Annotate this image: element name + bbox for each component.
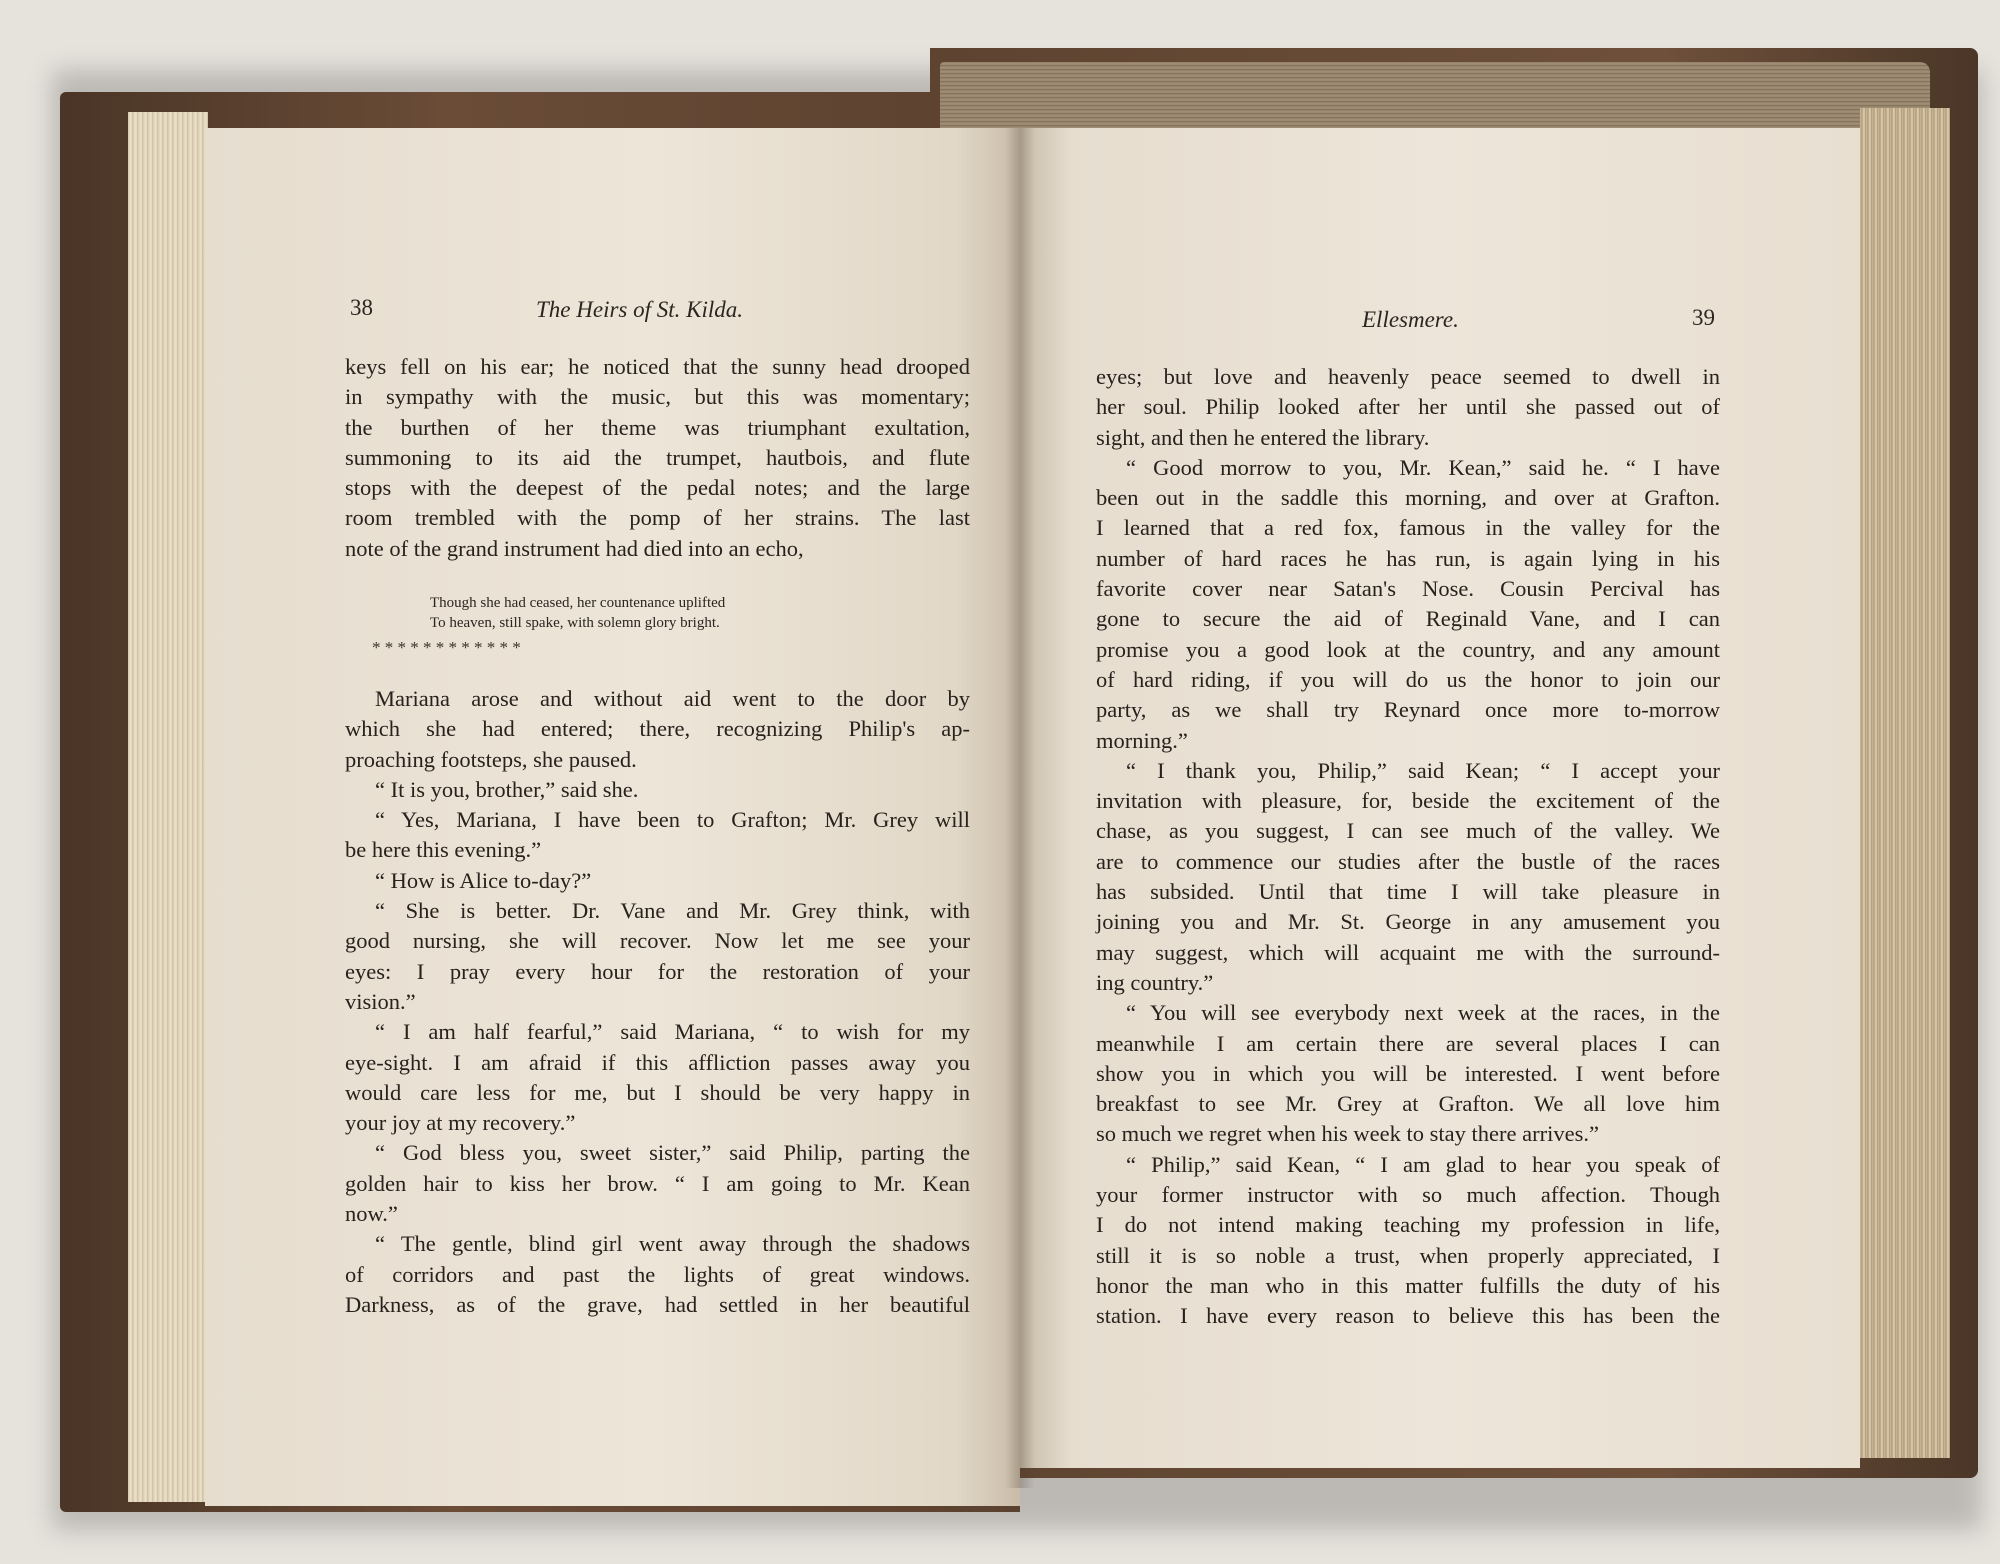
- text-line: “ Good morrow to you, Mr. Kean,” said he. “ I have: [1126, 454, 1720, 480]
- text-line: your joy at my recovery.”: [345, 1110, 576, 1136]
- text-line: of hard riding, if you will do us the honor to join our: [1096, 666, 1720, 692]
- text-line: may suggest, which will acquaint me with the surround-: [1096, 939, 1720, 965]
- text-line: Mariana arose and without aid went to the door by: [375, 686, 970, 711]
- text-line: be here this evening.”: [345, 837, 542, 863]
- right-text: [1096, 362, 1720, 1332]
- page-edges-left: [128, 112, 208, 1502]
- text-line: joining you and Mr. St. George in any amusement you: [1096, 909, 1720, 935]
- text-line: in sympathy with the music, but this was momentary;: [345, 384, 970, 410]
- verse-quotation: [430, 593, 880, 633]
- text-line: meanwhile I am certain there are several places I can: [1096, 1030, 1720, 1056]
- text-line: party, as we shall try Reynard once more to-morrow: [1096, 697, 1720, 723]
- text-line: station. I have every reason to believe this has been the: [1096, 1303, 1720, 1329]
- text-line: has subsided. Until that time I will take pleasure in: [1096, 879, 1720, 905]
- text-line: note of the grand instrument had died into an echo,: [345, 535, 804, 561]
- right-page-number: 39: [1692, 305, 1715, 330]
- text-line: “ I thank you, Philip,” said Kean; “ I accept your: [1126, 757, 1720, 783]
- text-line: would care less for me, but I should be very happy in: [345, 1079, 970, 1105]
- text-line: I learned that a red fox, famous in the valley for the: [1096, 515, 1720, 541]
- left-text-bottom: [345, 684, 970, 1320]
- text-line: good nursing, she will recover. Now let me see your: [345, 928, 970, 954]
- page-edges-right: [1860, 108, 1950, 1458]
- text-line: which she had entered; there, recognizing Philip's ap-: [345, 716, 970, 742]
- text-line: proaching footsteps, she paused.: [345, 746, 637, 772]
- text-line: chase, as you suggest, I can see much of the valley. We: [1096, 818, 1720, 844]
- left-page-number: 38: [350, 295, 373, 320]
- text-line: summoning to its aid the trumpet, hautbois, and flute: [345, 444, 970, 470]
- text-line: vision.”: [345, 988, 416, 1014]
- book-gutter: [1005, 128, 1035, 1488]
- text-line: still it is so noble a trust, when properly appreciated, I: [1096, 1242, 1720, 1268]
- text-line: “ You will see everybody next week at the races, in the: [1126, 1000, 1720, 1026]
- text-line: “ I am half fearful,” said Mariana, “ to wish for my: [375, 1019, 970, 1045]
- text-line: show you in which you will be interested. I went before: [1096, 1060, 1720, 1086]
- text-line: sight, and then he entered the library.: [1096, 424, 1430, 450]
- text-line: “ God bless you, sweet sister,” said Philip, parting the: [375, 1140, 970, 1166]
- text-line: breakfast to see Mr. Grey at Grafton. We all love him: [1096, 1091, 1720, 1117]
- page-edges-top: [940, 62, 1930, 138]
- text-line: invitation with pleasure, for, beside the excitement of the: [1096, 788, 1720, 814]
- verse-line: To heaven, still spake, with solemn glory bright.: [430, 615, 720, 631]
- text-line: favorite cover near Satan's Nose. Cousin Percival has: [1096, 576, 1720, 602]
- text-line: eye-sight. I am afraid if this affliction passes away you: [345, 1049, 970, 1075]
- text-line: “ How is Alice to-day?”: [375, 867, 592, 893]
- text-line: honor the man who in this matter fulfills the duty of his: [1096, 1272, 1720, 1298]
- text-line: golden hair to kiss her brow. “ I am going to Mr. Kean: [345, 1170, 970, 1196]
- text-line: “ It is you, brother,” said she.: [375, 776, 639, 802]
- text-line: her soul. Philip looked after her until she passed out of: [1096, 394, 1720, 420]
- text-line: so much we regret when his week to stay there arrives.”: [1096, 1121, 1599, 1147]
- text-line: number of hard races he has run, is again lying in his: [1096, 545, 1720, 571]
- text-line: I do not intend making teaching my profession in life,: [1096, 1212, 1720, 1238]
- text-line: been out in the saddle this morning, and over at Grafton.: [1096, 485, 1720, 511]
- left-text-top: [345, 352, 970, 564]
- text-line: “ She is better. Dr. Vane and Mr. Grey think, with: [375, 898, 970, 924]
- text-line: of corridors and past the lights of great windows.: [345, 1261, 970, 1287]
- left-running-title: The Heirs of St. Kilda.: [536, 297, 744, 322]
- text-line: promise you a good look at the country, and any amount: [1096, 636, 1720, 662]
- section-break-stars: * * * * * * * * * * * *: [372, 638, 521, 657]
- text-line: are to commence our studies after the bustle of the races: [1096, 848, 1720, 874]
- text-line: stops with the deepest of the pedal notes; and the large: [345, 475, 970, 501]
- right-running-title: Ellesmere.: [1362, 307, 1459, 332]
- text-line: room trembled with the pomp of her strains. The last: [345, 505, 970, 531]
- text-line: “ Yes, Mariana, I have been to Grafton; Mr. Grey will: [375, 807, 970, 833]
- text-line: keys fell on his ear; he noticed that the sunny head drooped: [345, 354, 970, 379]
- text-line: “ Philip,” said Kean, “ I am glad to hear you speak of: [1126, 1151, 1720, 1177]
- text-line: morning.”: [1096, 727, 1188, 753]
- text-line: eyes; but love and heavenly peace seemed to dwell in: [1096, 364, 1720, 389]
- text-line: Darkness, as of the grave, had settled in her beautiful: [345, 1291, 970, 1317]
- text-line: the burthen of her theme was triumphant exultation,: [345, 414, 970, 440]
- text-line: gone to secure the aid of Reginald Vane, and I can: [1096, 606, 1720, 632]
- text-line: now.”: [345, 1201, 398, 1227]
- text-line: “ The gentle, blind girl went away through the shadows: [375, 1231, 970, 1257]
- text-line: your former instructor with so much affection. Though: [1096, 1182, 1720, 1208]
- text-line: ing country.”: [1096, 969, 1214, 995]
- verse-line: Though she had ceased, her countenance uplifted: [430, 595, 726, 611]
- text-line: eyes: I pray every hour for the restoration of your: [345, 958, 970, 984]
